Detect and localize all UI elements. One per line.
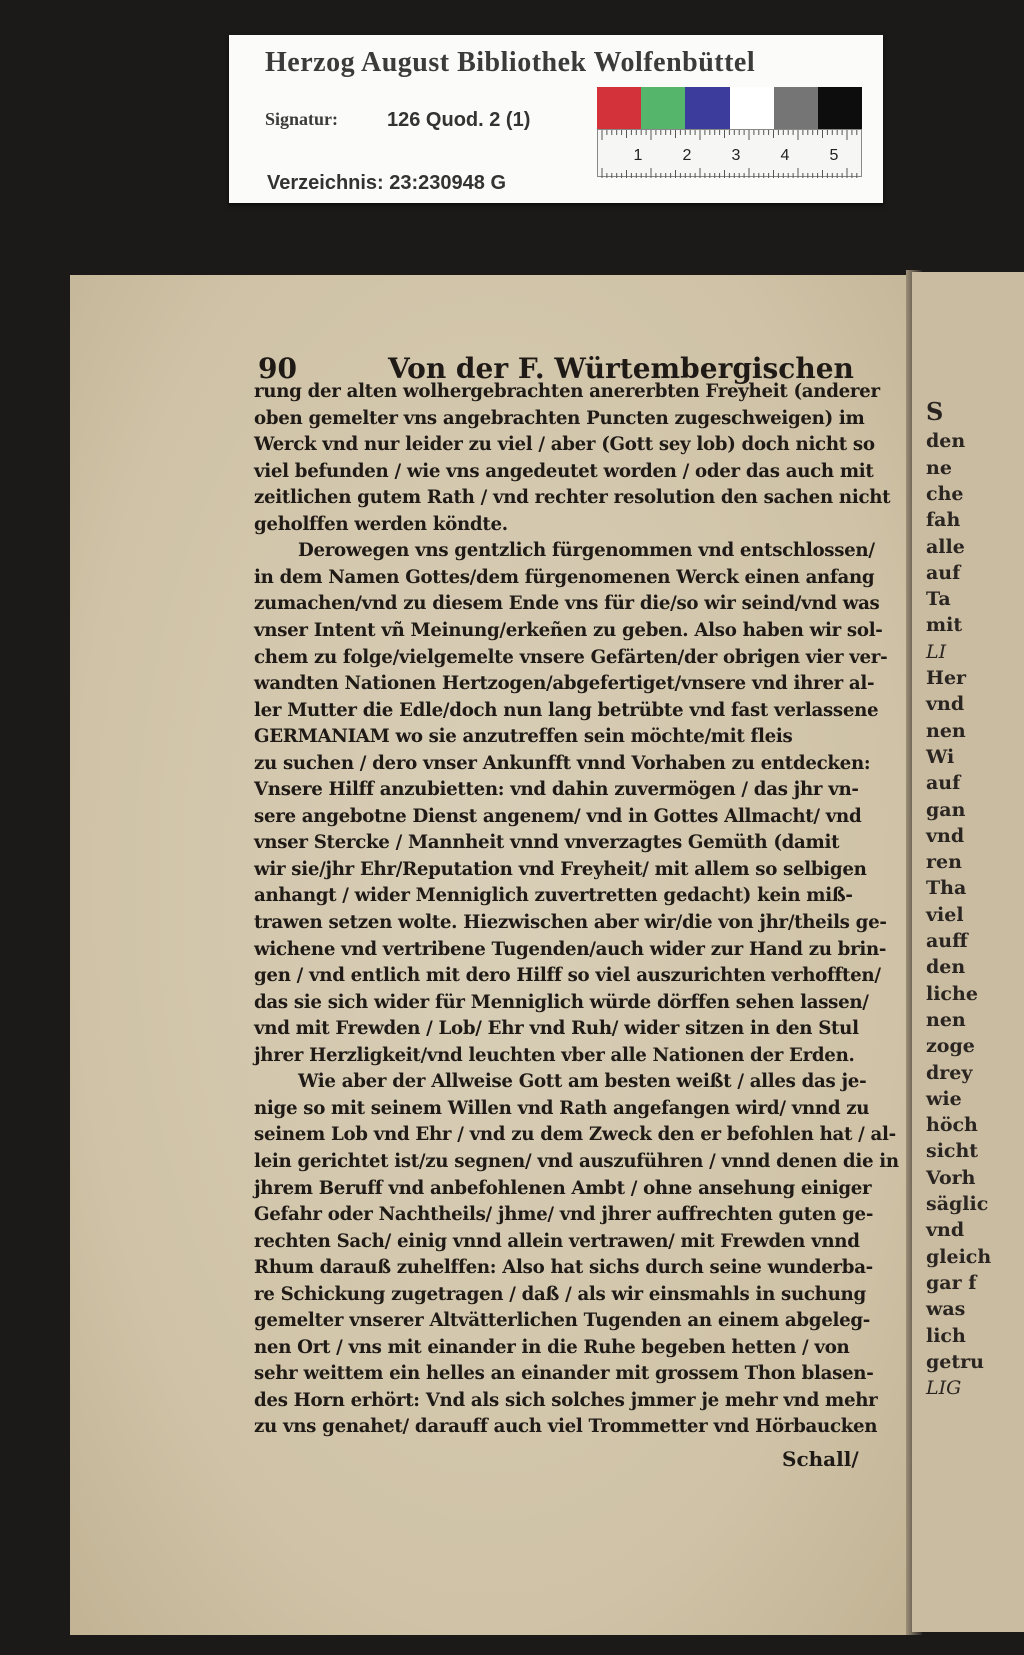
library-name: Herzog August Bibliothek Wolfenbüttel bbox=[265, 47, 756, 78]
text-line: vnd mit Frewden / Lob/ Ehr vnd Ruh/ wider sitzen in den Stul bbox=[254, 1018, 859, 1040]
adjacent-page-fragment: Wi bbox=[926, 745, 955, 768]
text-line: GERMANIAM wo sie anzutreffen sein möchte/mit fleis bbox=[254, 726, 793, 748]
adjacent-page-fragment: vnd bbox=[926, 1219, 965, 1242]
adjacent-page-fragment: drey bbox=[926, 1061, 973, 1084]
text-line: geholffen werden köndte. bbox=[254, 513, 508, 535]
text-line: oben gemelter vns angebrachten Puncten zugeschweigen) im bbox=[254, 407, 865, 429]
adjacent-page-fragment: den bbox=[926, 430, 966, 453]
color-swatch bbox=[685, 87, 729, 129]
adjacent-page-fragment: LIG bbox=[926, 1377, 962, 1400]
adjacent-page-fragment: wie bbox=[926, 1087, 962, 1110]
signatur-value: 126 Quod. 2 (1) bbox=[387, 109, 531, 131]
text-line: wichene vnd vertribene Tugenden/auch wider zur Hand zu brin- bbox=[254, 938, 887, 960]
ruler-number: 1 bbox=[633, 147, 643, 164]
text-line: Derowegen vns gentzlich fürgenommen vnd entschlossen/ bbox=[298, 540, 875, 562]
adjacent-page-fragment: den bbox=[926, 956, 966, 979]
text-line: des Horn erhört: Vnd als sich solches jmmer je mehr vnd mehr bbox=[254, 1389, 878, 1411]
adjacent-page-fragment: vnd bbox=[926, 824, 965, 847]
text-line: seinem Lob vnd Ehr / vnd zu dem Zweck den er befohlen hat / al- bbox=[254, 1124, 896, 1146]
adjacent-page-fragment: sicht bbox=[926, 1140, 979, 1163]
text-line: nen Ort / vns mit einander in die Ruhe begeben hetten / von bbox=[254, 1336, 850, 1358]
text-line: Wie aber der Allweise Gott am besten weißt / alles das je- bbox=[298, 1071, 867, 1093]
adjacent-page-fragment: auff bbox=[926, 930, 968, 952]
adjacent-page-fragment: liche bbox=[926, 982, 978, 1005]
color-swatch bbox=[774, 87, 818, 129]
text-line: gemelter vnserer Altvätterlichen Tugenden an einem abgeleg- bbox=[254, 1310, 871, 1332]
text-line: rung der alten wolhergebrachten anererbten Freyheit (anderer bbox=[254, 381, 880, 402]
text-line: Werck vnd nur leider zu viel / aber (Gott sey lob) doch nicht so bbox=[254, 434, 875, 456]
adjacent-page-fragment: ren bbox=[926, 851, 962, 874]
adjacent-page-fragment: che bbox=[926, 482, 964, 505]
text-line: das sie sich wider für Menniglich würde dörffen sehen lassen/ bbox=[254, 991, 869, 1013]
text-line: jhrer Herzligkeit/vnd leuchten vber alle Nationen der Erden. bbox=[254, 1044, 855, 1066]
adjacent-page-fragment: Ta bbox=[926, 588, 951, 611]
adjacent-page-fragment: S bbox=[926, 397, 944, 426]
adjacent-page-fragment: auf bbox=[926, 772, 961, 795]
text-line: sehr weittem ein helles an einander mit grossem Thon blasen- bbox=[254, 1363, 874, 1385]
adjacent-page-fragment: höch bbox=[926, 1114, 978, 1137]
adjacent-page-fragment: gan bbox=[926, 798, 966, 821]
color-swatch bbox=[818, 87, 862, 129]
color-swatch bbox=[597, 87, 641, 129]
text-line: Rhum darauß zuhelffen: Also hat sichs durch seine wunderba- bbox=[254, 1257, 873, 1279]
text-line: wir sie/jhr Ehr/Reputation vnd Freyheit/ mit allem so selbigen bbox=[254, 858, 867, 880]
scale-ruler bbox=[597, 129, 862, 177]
ruler-ticks bbox=[598, 130, 863, 178]
verzeichnis-text: Verzeichnis: 23:230948 G bbox=[267, 172, 507, 194]
ruler-number: 4 bbox=[780, 147, 790, 164]
color-swatch bbox=[641, 87, 685, 129]
text-line: gen / vnd entlich mit dero Hilff so viel auszurichten verhofften/ bbox=[254, 965, 881, 987]
ruler-number: 3 bbox=[731, 147, 741, 164]
adjacent-page-fragment: was bbox=[926, 1298, 966, 1321]
text-line: nige so mit seinem Willen vnd Rath angefangen wird/ vnnd zu bbox=[254, 1097, 870, 1119]
text-line: zu suchen / dero vnser Ankunfft vnnd Vorhaben zu entdecken: bbox=[254, 752, 871, 774]
adjacent-page-fragment: fah bbox=[926, 509, 961, 532]
text-line: zumachen/vnd zu diesem Ende vns für die/so wir seind/vnd was bbox=[254, 593, 880, 615]
color-calibration-swatches bbox=[597, 87, 862, 129]
ruler-number: 2 bbox=[682, 147, 692, 164]
ruler-number: 5 bbox=[829, 147, 839, 164]
adjacent-page-fragment: nen bbox=[926, 1008, 966, 1031]
text-line: chem zu folge/vielgemelte vnsere Gefärten/der obrigen vier ver- bbox=[254, 646, 888, 668]
text-line: vnser Stercke / Mannheit vnnd vnverzagtes Gemüth (damit bbox=[254, 832, 840, 854]
text-line: zu vns genahet/ darauff auch viel Trommetter vnd Hörbaucken bbox=[254, 1416, 878, 1438]
text-line: re Schickung zugetragen / daß / als wir einsmahls in suchung bbox=[254, 1283, 866, 1305]
text-line: trawen setzen wolte. Hiezwischen aber wir/die von jhr/theils ge- bbox=[254, 912, 887, 933]
adjacent-page-fragment: gleich bbox=[926, 1245, 992, 1268]
adjacent-page bbox=[912, 272, 1024, 1632]
text-line: zeitlichen gutem Rath / vnd rechter resolution den sachen nicht bbox=[254, 487, 891, 509]
signatur-key: Signatur: bbox=[265, 109, 339, 129]
text-line: vnser Intent vñ Meinung/erkeñen zu geben. Also haben wir sol- bbox=[254, 619, 883, 641]
text-line: wandten Nationen Hertzogen/abgefertiget/vnsere vnd ihrer al- bbox=[254, 673, 875, 695]
adjacent-page-fragment: getru bbox=[926, 1350, 984, 1373]
adjacent-page-fragment: säglic bbox=[926, 1193, 989, 1215]
running-title: Von der F. Würtembergischen bbox=[388, 352, 854, 385]
adjacent-page-fragment: zoge bbox=[926, 1035, 975, 1058]
library-label bbox=[229, 35, 883, 203]
catchword: Schall/ bbox=[782, 1447, 859, 1471]
adjacent-page-fragment: LI bbox=[926, 640, 947, 663]
text-line: jhrem Beruff vnd anbefohlenen Ambt / ohne ansehung einiger bbox=[254, 1177, 872, 1199]
adjacent-page-fragment: Tha bbox=[926, 877, 967, 900]
adjacent-page-fragment: Her bbox=[926, 667, 967, 689]
adjacent-page-fragment: Vorh bbox=[926, 1166, 976, 1189]
adjacent-page-fragment: nen bbox=[926, 719, 966, 742]
adjacent-page-fragment: alle bbox=[926, 535, 965, 558]
text-line: viel befunden / wie vns angedeutet worden / oder das auch mit bbox=[254, 460, 874, 482]
adjacent-page-fragment: ne bbox=[926, 456, 952, 479]
adjacent-page-fragment: viel bbox=[926, 903, 964, 926]
adjacent-page-fragment: gar f bbox=[926, 1271, 977, 1294]
adjacent-page-fragment: auf bbox=[926, 561, 961, 584]
text-line: sere angebotne Dienst angenem/ vnd in Gottes Allmacht/ vnd bbox=[254, 805, 862, 827]
text-line: Vnsere Hilff anzubietten: vnd dahin zuvermögen / das jhr vn- bbox=[254, 779, 859, 801]
adjacent-page-fragment: mit bbox=[926, 614, 963, 637]
text-line: Gefahr oder Nachtheils/ jhme/ vnd jhrer auffrechten guten ge- bbox=[254, 1204, 874, 1226]
text-line: lein gerichtet ist/zu segnen/ vnd auszuführen / vnnd denen die in bbox=[254, 1150, 899, 1172]
page-number: 90 bbox=[258, 352, 297, 385]
color-swatch bbox=[730, 87, 774, 129]
text-line: rechten Sach/ einig vnnd allein vertrawen/ mit Frewden vnnd bbox=[254, 1230, 860, 1252]
adjacent-page-fragment: vnd bbox=[926, 693, 965, 716]
text-line: anhangt / wider Menniglich zuvertretten gedacht) kein miß- bbox=[254, 885, 853, 907]
text-line: in dem Namen Gottes/dem fürgenomenen Werck einen anfang bbox=[254, 566, 875, 588]
text-line: ler Mutter die Edle/doch nun lang betrübte vnd fast verlassene bbox=[254, 699, 879, 721]
adjacent-page-fragment: lich bbox=[926, 1324, 966, 1347]
